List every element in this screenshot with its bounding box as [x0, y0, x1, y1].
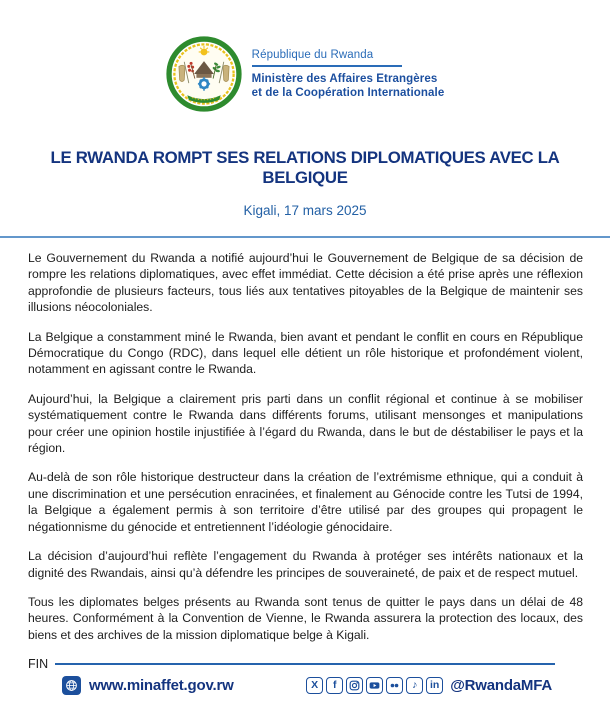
social-handle[interactable]: @RwandaMFA	[450, 677, 552, 694]
end-mark: FIN	[28, 657, 49, 672]
paragraph-4: Au-delà de son rôle historique destructeur dans la création de l’extrémisme ethnique, qui a conduit à une discrimination et une persécution enracinées, et finalement au Génocide contre les Tutsi de 1994, la Belgique a également permis à son territoire d’être utilisé par des groupes qui propagent le négationnisme du génocide et entretiennent l’idéologie génocidaire.	[28, 470, 583, 534]
flickr-icon[interactable]	[386, 677, 403, 694]
ministry-title-block	[252, 49, 445, 100]
x-twitter-icon[interactable]: X	[306, 677, 323, 694]
paragraph-5: La décision d’aujourd’hui reflète l’engagement du Rwanda à protéger ses intérêts nationaux et la dignité des Rwandais, ainsi qu’à défendre les principes de souveraineté, de paix et de respect mutuel.	[28, 549, 583, 580]
instagram-icon[interactable]	[346, 677, 363, 694]
paragraph-2: La Belgique a constamment miné le Rwanda, bien avant et pendant le conflit en cours en République Démocratique du Congo (RDC), dans lequel elle détient un rôle historique et profondément violent, notamment en agissant contre le Rwanda.	[28, 329, 583, 377]
paragraph-6: Tous les diplomates belges présents au Rwanda sont tenus de quitter le pays dans un délai de 48 heures. Conformément à la Convention de Vienne, le Rwanda assurera la protection des locaux, des biens et des archives de la mission diplomatique belge à Kigali.	[28, 594, 583, 642]
facebook-icon[interactable]: f	[326, 677, 343, 694]
ministry-header	[0, 0, 610, 112]
website-url: www.minaffet.gov.rw	[89, 677, 234, 694]
social-media-group	[306, 677, 552, 694]
website-link[interactable]	[62, 676, 234, 695]
ministry-name-line2: et de la Coopération Internationale	[251, 86, 445, 99]
ministry-name-line1: Ministère des Affaires Etrangères	[251, 72, 438, 85]
paragraph-1: Le Gouvernement du Rwanda a notifié aujourd’hui le Gouvernement de Belgique de sa décision de rompre les relations diplomatiques, avec effet immédiat. Cette décision a été prise après une réflexion approfondie de plusieurs facteurs, tous liés aux tentatives pitoyables de la Belgique de maintenir ses illusions néocoloniales.	[28, 251, 583, 315]
globe-icon	[62, 676, 81, 695]
linkedin-icon[interactable]: in	[426, 677, 443, 694]
press-release-body	[0, 238, 610, 673]
footer-separator-rule	[55, 663, 555, 665]
footer	[62, 676, 552, 695]
youtube-icon[interactable]	[366, 677, 383, 694]
rwanda-coat-of-arms-icon	[166, 36, 242, 112]
dateline: Kigali, 17 mars 2025	[243, 203, 367, 218]
header-divider	[252, 65, 402, 67]
republic-label: République du Rwanda	[251, 48, 374, 61]
tiktok-icon[interactable]: ♪	[406, 677, 423, 694]
paragraph-3: Aujourd’hui, la Belgique a clairement pris parti dans un conflit régional et continue à se mobiliser systématiquement contre le Rwanda dans différents forums, utilisant mensonges et manipulations pour créer une opinion hostile injustifiée à l’égard du Rwanda, dans le but de déstabiliser le pays et la région.	[28, 391, 583, 456]
press-release-title: LE RWANDA ROMPT SES RELATIONS DIPLOMATIQUES AVEC LA BELGIQUE	[50, 148, 560, 187]
